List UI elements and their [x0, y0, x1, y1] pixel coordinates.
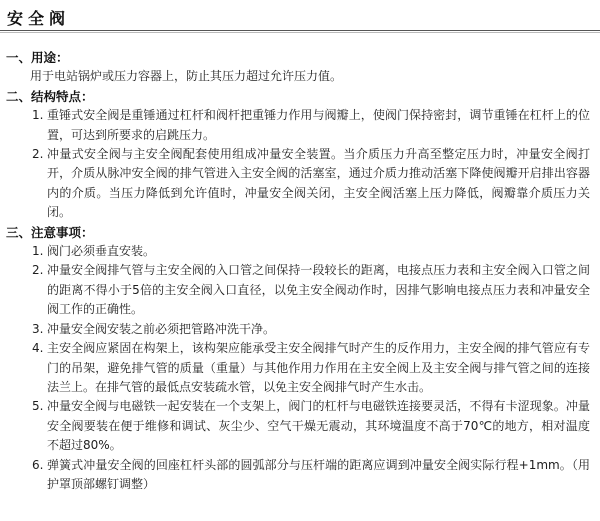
list-item — [0, 242, 590, 261]
list-item — [0, 145, 590, 223]
item-text: 阀门必须垂直安装。 — [47, 244, 156, 259]
title-divider — [0, 30, 600, 31]
item-text: 重锤式安全阀是重锤通过杠杆和阀杆把重锤力作用与阀瓣上，使阀门保持密封，调节重锤在杠杆上的位置，可达到所要求的启跳压力。 — [47, 108, 590, 142]
item-text: 冲量安全阀安装之前必须把管路冲洗干净。 — [47, 321, 276, 336]
section-text-usage: 用于电站锅炉或压力容器上，防止其压力超过允许压力值。 — [30, 69, 343, 84]
item-text: 主安全阀应紧固在构架上，该构架应能承受主安全阀排气时产生的反作用力，主安全阀的排气管应有专门的吊架，避免排气管的质量（重量）与其他作用力作用在主安全阀上及主安全阀与排气管之间的连接法兰上。在排气管的最低点安装疏水管，以免主安全阀排气时产生水击。 — [47, 341, 590, 394]
page-title: 安全阀 — [7, 9, 71, 28]
item-number: 6. — [32, 457, 44, 472]
section-heading-notes: 三、注意事项： — [6, 224, 94, 240]
item-text: 冲量安全阀排气管与主安全阀的入口管之间保持一段较长的距离，电接点压力表和主安全阀入口管之间的距离不得小于5倍的主安全阀入口直径，以免主安全阀动作时，因排气影响电接点压力表和冲量安全阀工作的正确性。 — [47, 263, 590, 317]
section-heading-structure: 二、结构特点： — [6, 88, 94, 104]
list-item — [0, 397, 590, 455]
item-number: 3. — [32, 321, 44, 336]
list-item — [0, 261, 590, 319]
title-divider-secondary — [0, 32, 600, 33]
item-number: 4. — [32, 341, 44, 356]
list-item — [0, 339, 590, 397]
item-text: 弹簧式冲量安全阀的回座杠杆头部的圆弧部分与压杆端的距离应调到冲量安全阀实际行程+1mm。（用护罩顶部螺钉调整） — [47, 457, 590, 491]
item-number: 2. — [32, 147, 44, 162]
item-text: 冲量式安全阀与主安全阀配套使用组成冲量安全装置。当介质压力升高至整定压力时，冲量安全阀打开，介质从脉冲安全阀的排气管进入主安全阀的活塞室，通过介质力推动活塞下降使阀瓣开启排出容器内的介质。当压力降低到允许值时，冲量安全阀关闭，主安全阀活塞上压力降低，阀瓣靠介质压力关闭。 — [47, 147, 590, 220]
content — [0, 48, 590, 494]
item-number: 2. — [32, 263, 44, 278]
list-item — [0, 456, 590, 495]
list-item — [0, 320, 590, 339]
item-number: 1. — [32, 108, 44, 123]
list-item — [0, 106, 590, 145]
section-heading-usage: 一、用途： — [6, 50, 69, 65]
item-text: 冲量安全阀与电磁铁一起安装在一个支架上，阀门的杠杆与电磁铁连接要灵活，不得有卡涩现象。冲量安全阀要装在便于维修和调试、灰尘少、空气干燥无震动，其环境温度不高于70℃的地方，相对温度不超过80%。 — [47, 399, 590, 453]
item-number: 1. — [32, 244, 44, 259]
item-number: 5. — [32, 399, 44, 414]
